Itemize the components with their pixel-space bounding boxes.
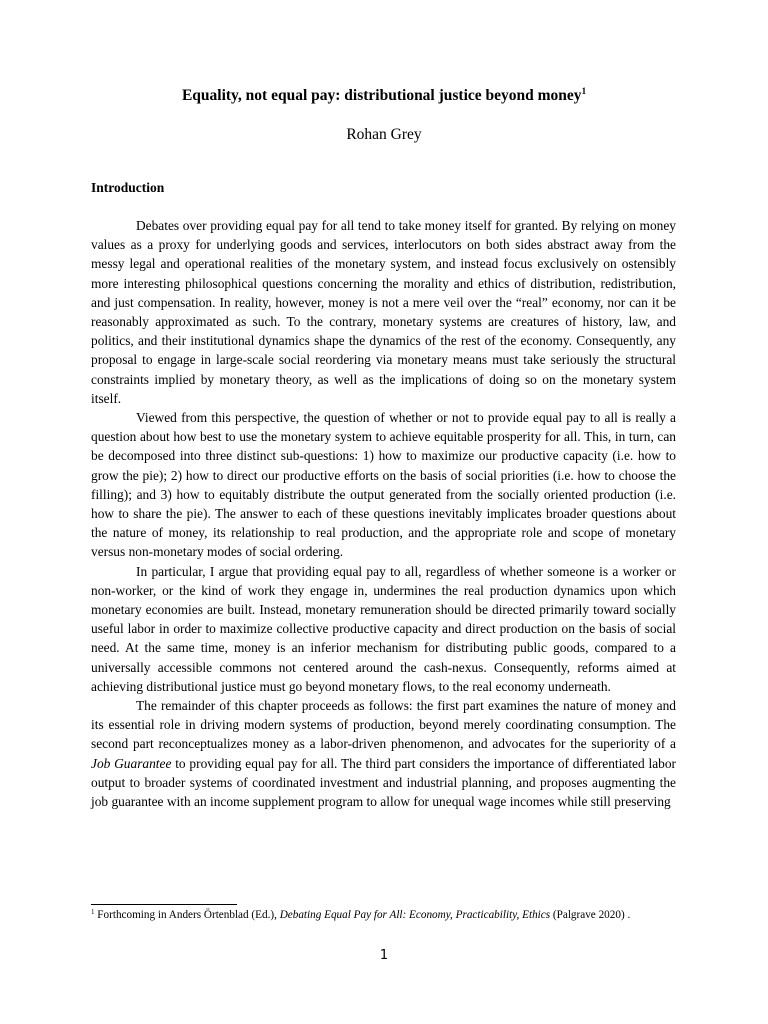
body-text: [91, 216, 676, 811]
paragraph-2: Viewed from this perspective, the question of whether or not to provide equal pay to all is really a question about how best to use the monetary system to achieve equitable prosperity for all. This, in turn, can be decomposed into three distinct sub-questions: 1) how to maximize our productive capacity (i.e. how to grow the pie); 2) how to direct our productive efforts on the basis of social priorities (i.e. how to choose the filling); and 3) how to equitably distribute the output generated from the socially oriented production (i.e. how to share the pie). The answer to each of these questions inevitably implicates broader questions about the nature of money, its relationship to real production, and the appropriate role and scope of monetary versus non-monetary modes of social ordering.: [91, 410, 676, 560]
document-title: [0, 87, 768, 105]
job-guarantee-term: Job Guarantee: [91, 755, 172, 771]
section-heading: Introduction: [91, 180, 165, 195]
paragraph-4: [91, 696, 676, 811]
paragraph-4-text-a: The remainder of this chapter proceeds as follows: the first part examines the nature of money and its essential role in driving modern systems of production, beyond merely coordinating consumption. The second part reconceptualizes money as a labor-driven phenomenon, and advocates for the superiority of a: [91, 698, 676, 752]
footnote-book-title: Debating Equal Pay for All: Economy, Practicability, Ethics: [279, 909, 551, 921]
footnote-ref: 1: [91, 908, 95, 916]
paragraph-1: Debates over providing equal pay for all tend to take money itself for granted. By relying on money values as a proxy for underlying goods and services, interlocutors on both sides abstract away from the messy legal and operational realities of the monetary system, and instead focus exclusively on ostensibly more interesting philosophical questions concerning the morality and ethics of distribution, redistribution, and just compensation. In reality, however, money is not a mere veil over the “real” economy, nor can it be reasonably approximated as such. To the contrary, monetary systems are creatures of history, law, and politics, and their institutional dynamics shape the dynamics of the rest of the economy. Consequently, any proposal to engage in large-scale social reordering via monetary means must take seriously the structural constraints implied by monetary theory, as well as the implications of doing so on the monetary system itself.: [91, 218, 676, 406]
author-name: Rohan Grey: [346, 126, 422, 143]
paragraph-3: In particular, I argue that providing equal pay to all, regardless of whether someone is a worker or non-worker, or the kind of work they engage in, undermines the real production dynamics upon which monetary economies are built. Instead, monetary remuneration should be directed primarily toward socially useful labor in order to maximize collective productive capacity and direct production on the basis of social need. At the same time, money is an inferior mechanism for distributing public goods, compared to a universally accessible commons not centered around the cash-nexus. Consequently, reforms aimed at achieving distributional justice must go beyond monetary flows, to the real economy underneath.: [91, 563, 676, 694]
footnote-text-a: Forthcoming in Anders Örtenblad (Ed.),: [94, 909, 280, 921]
footnote-text-b: (Palgrave 2020) .: [550, 909, 631, 921]
footnote: [91, 908, 676, 924]
title-footnote-ref[interactable]: 1: [581, 86, 587, 96]
title-text: Equality, not equal pay: distributional justice beyond money: [181, 87, 582, 104]
page-number: 1: [379, 948, 389, 963]
paragraph-4-text-b: to providing equal pay for all. The third part considers the importance of differentiated labor output to broader systems of coordinated investment and industrial planning, and proposes augmenting the job guarantee with an income supplement program to allow for unequal wage incomes while still preserving: [91, 755, 676, 810]
footnote-separator: [91, 904, 237, 905]
